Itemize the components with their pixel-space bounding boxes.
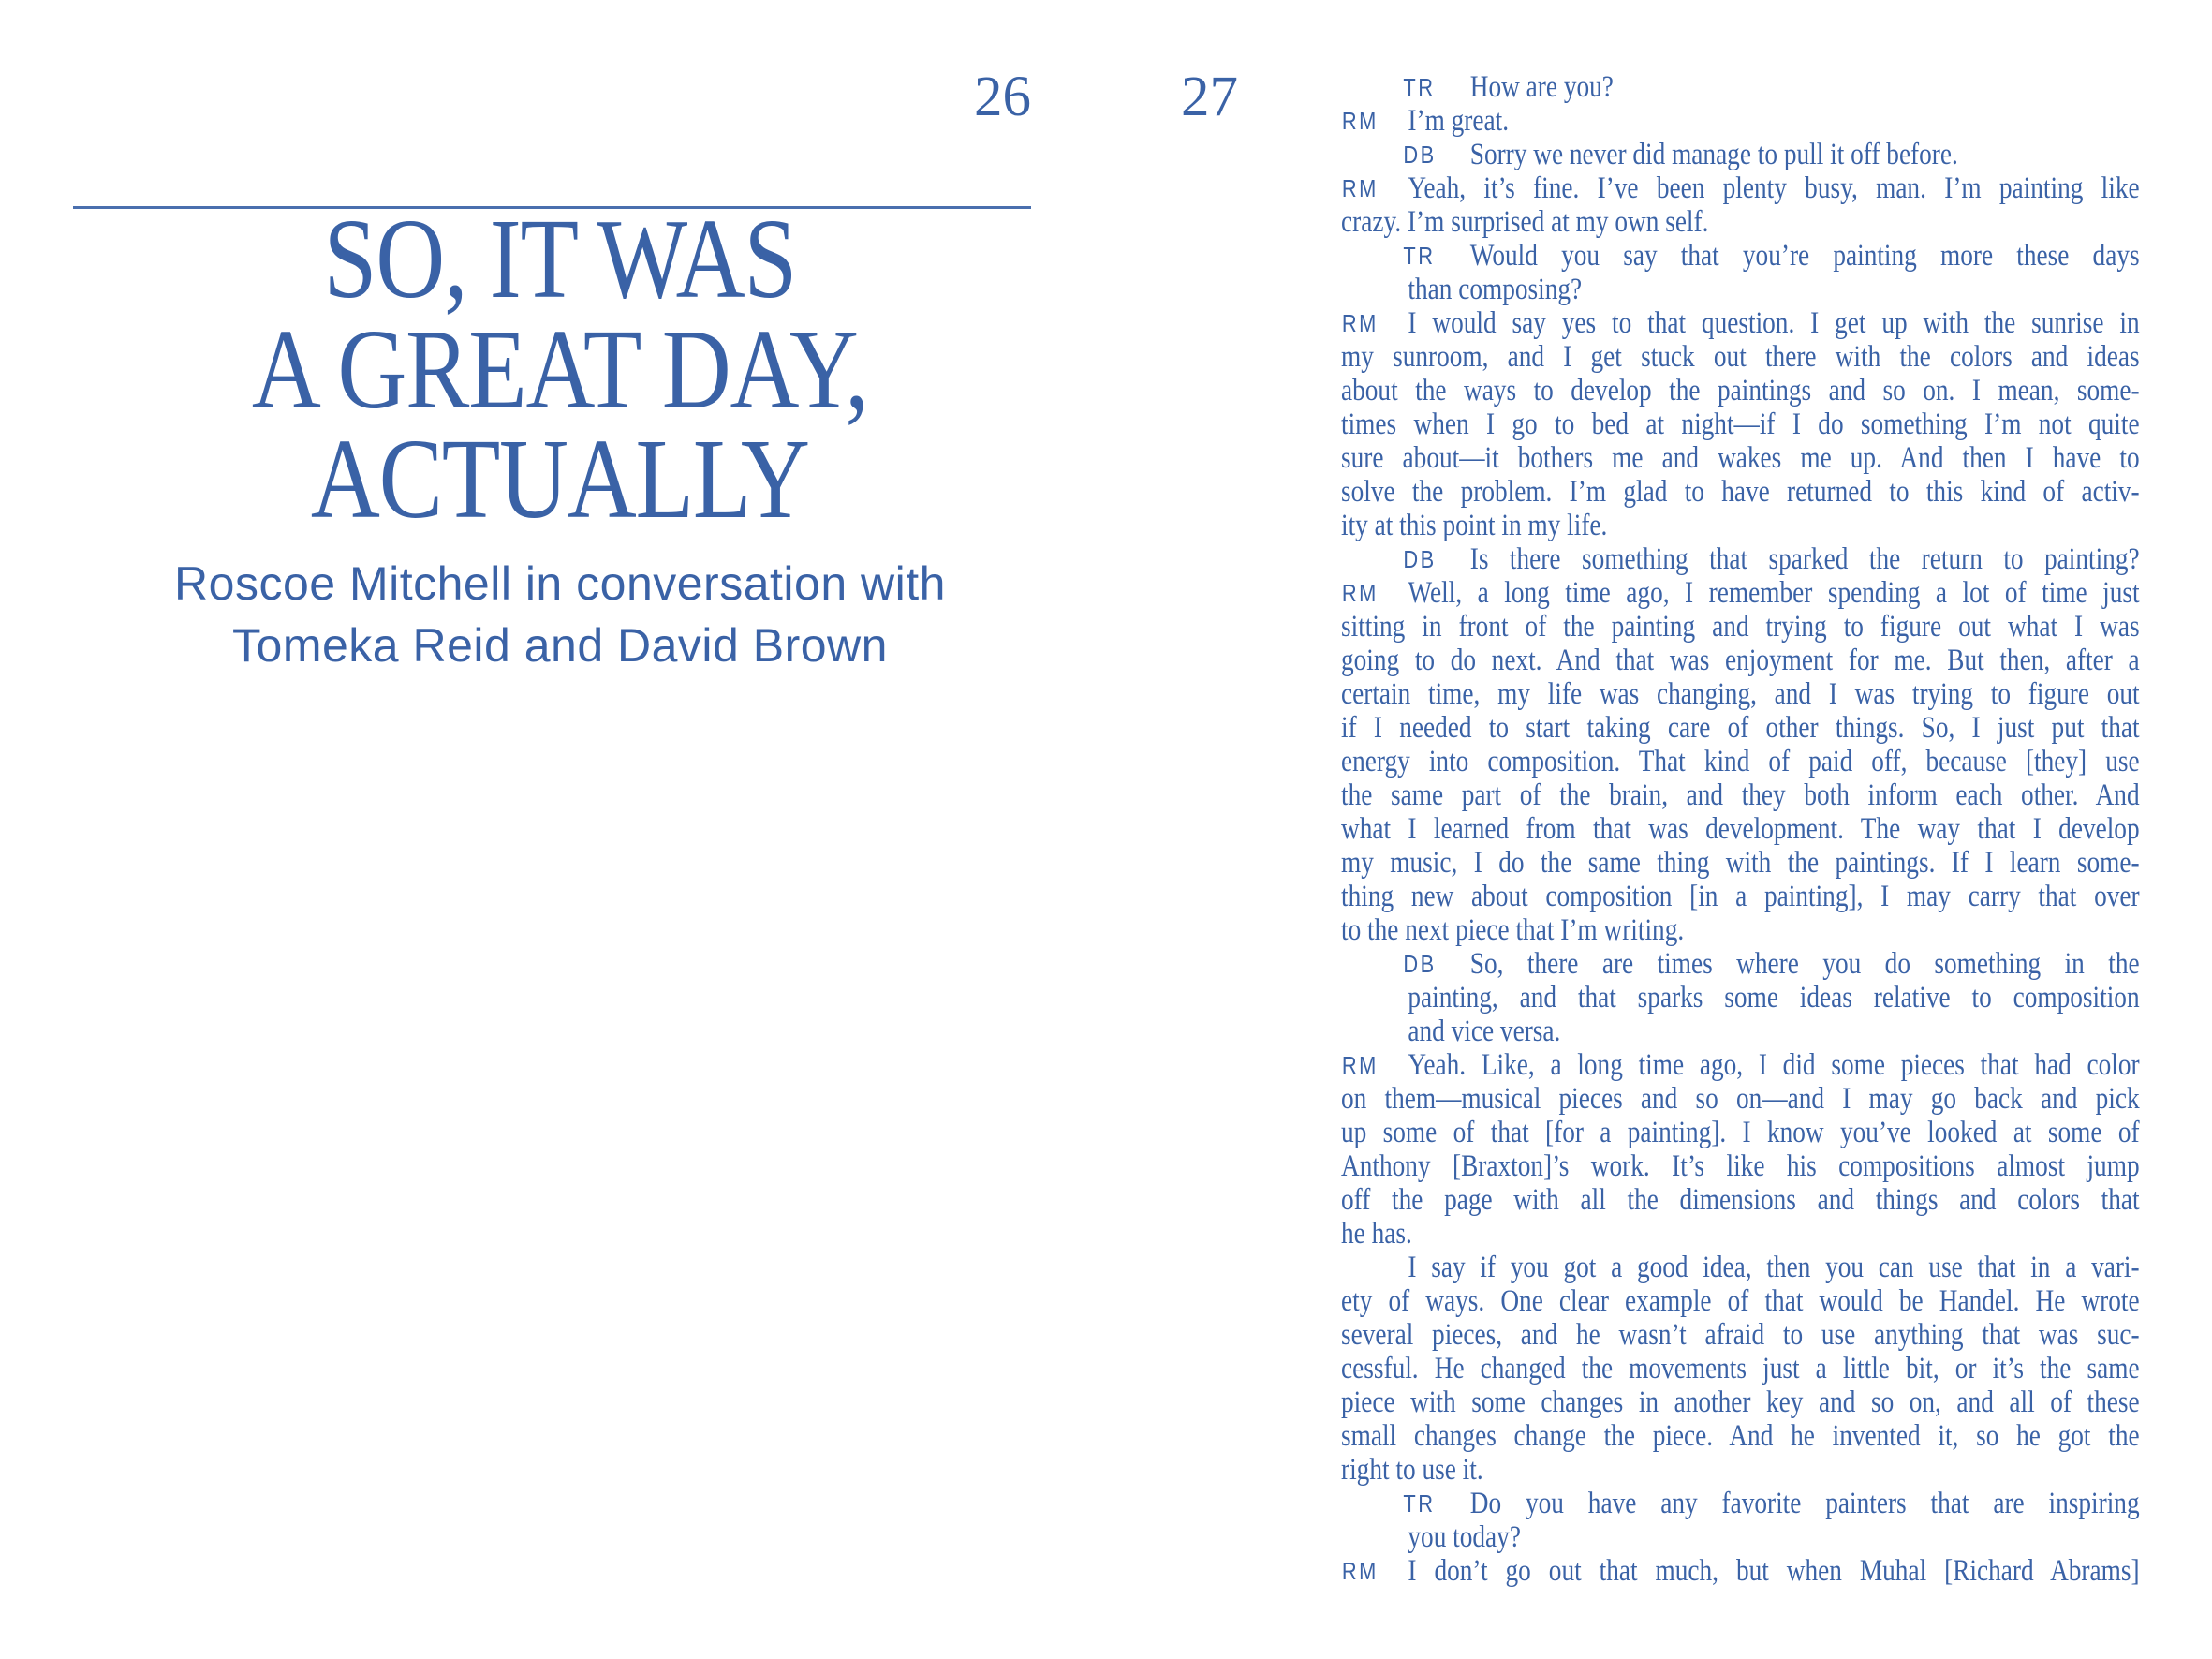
interview-line [1341, 306, 2140, 340]
interview-line-text: sure about—it bothers me and wakes me up. And then I have to [1341, 441, 2140, 475]
interview-line [1341, 981, 2140, 1015]
interview-line [1341, 205, 2140, 239]
interview-line-text: So, there are times where you do something in the [1469, 947, 2140, 981]
interview-line-text: How are you? [1469, 70, 1614, 104]
interview-line [1341, 1487, 2140, 1520]
interview-line [1341, 509, 2140, 542]
interview-line-text: certain time, my life was changing, and I was trying to figure out [1341, 677, 2140, 711]
interview-line-text: several pieces, and he wasn’t afraid to use anything that was suc- [1341, 1318, 2140, 1352]
interview-line-text: Yeah, it’s fine. I’ve been plenty busy, man. I’m painting like [1408, 171, 2140, 205]
speaker-label: TR [1403, 73, 1436, 101]
interview-line [1341, 475, 2140, 509]
interview-line [1341, 1251, 2140, 1284]
interview-line-text: off the page with all the dimensions and things and colors that [1341, 1183, 2140, 1217]
interview-line-text: I’m great. [1408, 104, 1510, 138]
interview-line [1341, 1217, 2140, 1251]
interview-line [1341, 1318, 2140, 1352]
speaker-label: RM [1341, 107, 1379, 135]
article-title [92, 196, 1028, 542]
interview-line [1341, 947, 2140, 981]
interview-line-text: on them—musical pieces and so on—and I may go back and pick [1341, 1082, 2140, 1116]
interview-line-text: Well, a long time ago, I remember spending a lot of time just [1408, 576, 2140, 610]
interview-line-text: ety of ways. One clear example of that would be Handel. He wrote [1341, 1284, 2140, 1318]
interview-line-text: right to use it. [1341, 1453, 1483, 1487]
interview-line [1341, 711, 2140, 745]
speaker-label: TR [1403, 1489, 1436, 1518]
interview-line [1341, 745, 2140, 778]
interview-line-text: sitting in front of the painting and trying to figure out what I was [1341, 610, 2140, 644]
right-page-number: 27 [1181, 66, 1238, 128]
interview-line-text: my music, I do the same thing with the paintings. If I learn some- [1341, 846, 2140, 880]
article-subtitle-line: Roscoe Mitchell in conversation with [174, 557, 946, 610]
interview-line-text: ity at this point in my life. [1341, 509, 1608, 542]
interview-line [1341, 1352, 2140, 1385]
speaker-label: RM [1341, 309, 1379, 337]
speaker-label: RM [1341, 1051, 1379, 1079]
speaker-label: TR [1403, 242, 1436, 270]
interview-line-text: than composing? [1408, 273, 1583, 306]
interview-line-text: and vice versa. [1408, 1015, 1561, 1048]
interview-line-text: to the next piece that I’m writing. [1341, 913, 1685, 947]
interview-line-text: solve the problem. I’m glad to have returned to this kind of activ- [1341, 475, 2140, 509]
interview-line-text: small changes change the piece. And he invented it, so he got the [1341, 1419, 2140, 1453]
interview-line-text: energy into composition. That kind of paid off, because [they] use [1341, 745, 2140, 778]
interview-line [1341, 138, 2140, 171]
article-title-line: SO, IT WAS [323, 196, 797, 322]
interview-line-text: if I needed to start taking care of other things. So, I just put that [1341, 711, 2140, 745]
interview-line-text: Would you say that you’re painting more these days [1469, 239, 2140, 273]
interview-line-text: thing new about composition [in a painting], I may carry that over [1341, 880, 2140, 913]
interview-line [1341, 812, 2140, 846]
interview-line [1341, 913, 2140, 947]
interview-line-text: times when I go to bed at night—if I do something I’m not quite [1341, 407, 2140, 441]
interview-line [1341, 610, 2140, 644]
speaker-label: DB [1403, 950, 1437, 978]
article-subtitle [92, 553, 1028, 676]
interview-line-text: about the ways to develop the paintings and so on. I mean, some- [1341, 374, 2140, 407]
interview-line [1341, 239, 2140, 273]
interview-line [1341, 880, 2140, 913]
interview-line [1341, 1554, 2140, 1588]
interview-line-text: piece with some changes in another key and so on, and all of these [1341, 1385, 2140, 1419]
speaker-label: DB [1403, 545, 1437, 573]
interview-line [1341, 677, 2140, 711]
interview-line [1341, 171, 2140, 205]
interview-column [1341, 70, 2140, 1588]
interview-line [1341, 1183, 2140, 1217]
article-title-line: A GREAT DAY, [251, 305, 868, 433]
interview-line [1341, 1385, 2140, 1419]
interview-line-text: you today? [1408, 1520, 1521, 1554]
interview-line [1341, 70, 2140, 104]
interview-line [1341, 778, 2140, 812]
interview-line [1341, 340, 2140, 374]
interview-line-text: painting, and that sparks some ideas relative to composition [1408, 981, 2140, 1015]
interview-line-text: the same part of the brain, and they both inform each other. And [1341, 778, 2140, 812]
interview-line [1341, 1082, 2140, 1116]
interview-line-text: Is there something that sparked the return to painting? [1469, 542, 2140, 576]
interview-line [1341, 1048, 2140, 1082]
interview-line [1341, 1149, 2140, 1183]
interview-line-text: Anthony [Braxton]’s work. It’s like his compositions almost jump [1341, 1149, 2140, 1183]
article-title-line: ACTUALLY [310, 416, 809, 542]
interview-line-text: I don’t go out that much, but when Muhal [Richard Abrams] [1408, 1554, 2140, 1588]
article-subtitle-line: Tomeka Reid and David Brown [232, 619, 888, 672]
interview-line [1341, 644, 2140, 677]
interview-line [1341, 1015, 2140, 1048]
interview-line-text: Sorry we never did manage to pull it off before. [1469, 138, 1958, 171]
interview-line-text: crazy. I’m surprised at my own self. [1341, 205, 1709, 239]
interview-line-text: my sunroom, and I get stuck out there with the colors and ideas [1341, 340, 2140, 374]
interview-line [1341, 441, 2140, 475]
interview-line-text: Yeah. Like, a long time ago, I did some pieces that had color [1408, 1048, 2140, 1082]
interview-line-text: going to do next. And that was enjoyment for me. But then, after a [1341, 644, 2140, 677]
interview-line [1341, 1520, 2140, 1554]
interview-line [1341, 374, 2140, 407]
interview-line [1341, 407, 2140, 441]
interview-line [1341, 846, 2140, 880]
interview-line-text: I say if you got a good idea, then you can use that in a vari- [1408, 1251, 2140, 1284]
interview-line [1341, 1116, 2140, 1149]
speaker-label: RM [1341, 579, 1379, 607]
interview-line [1341, 542, 2140, 576]
speaker-label: RM [1341, 1557, 1379, 1585]
interview-line-text: cessful. He changed the movements just a little bit, or it’s the same [1341, 1352, 2140, 1385]
interview-line [1341, 576, 2140, 610]
interview-line-text: Do you have any favorite painters that are inspiring [1469, 1487, 2140, 1520]
interview-line [1341, 104, 2140, 138]
speaker-label: RM [1341, 174, 1379, 202]
interview-line-text: what I learned from that was development. The way that I develop [1341, 812, 2140, 846]
interview-line [1341, 1284, 2140, 1318]
interview-line-text: up some of that [for a painting]. I know you’ve looked at some of [1341, 1116, 2140, 1149]
interview-line [1341, 1419, 2140, 1453]
speaker-label: DB [1403, 141, 1437, 169]
interview-line [1341, 1453, 2140, 1487]
interview-line-text: he has. [1341, 1217, 1412, 1251]
interview-line-text: I would say yes to that question. I get up with the sunrise in [1408, 306, 2140, 340]
left-page-number: 26 [974, 66, 1031, 128]
interview-line [1341, 273, 2140, 306]
